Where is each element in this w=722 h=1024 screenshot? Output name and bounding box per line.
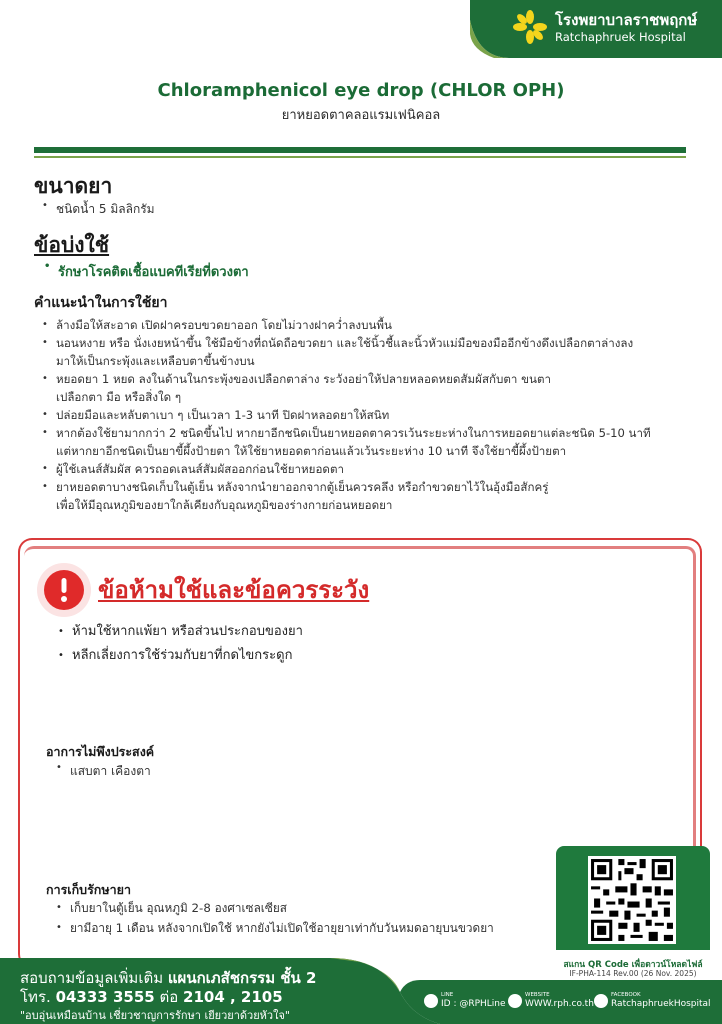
facebook-icon [594, 994, 608, 1008]
extension-numbers: 2104 , 2105 [183, 988, 283, 1006]
website-link[interactable] [508, 992, 594, 1014]
list-item [42, 316, 651, 334]
list-item: • ห้ามใช้หากแพ้ยา หรือส่วนประกอบของยา [58, 620, 303, 644]
instruction-line: แต่หากยาอีกชนิดเป็นยาขี้ผึ้งป้ายตา ให้ใช้ยาหยอดตาก่อนแล้วเว้นระยะห่าง 10 นาที จึงใช้ยาขี้ผึ้งป้ายตา [56, 444, 567, 458]
instruction-line: หยอดยา 1 หยด ลงในด้านในกระพุ้งของเปลือกตาล่าง ระวังอย่าให้ปลายหลอดหยดสัมผัสกับตา ขนตา [56, 372, 552, 386]
list-item: • ยามีอายุ 1 เดือน หลังจากเปิดใช้ หากยังไม่เปิดใช้อายุยาเท่ากับวันหมดอายุบนขวดยา [56, 918, 494, 938]
hospital-logo-icon [512, 9, 548, 45]
list-item [42, 478, 651, 514]
list-item: • ชนิดน้ำ 5 มิลลิกรัม [42, 200, 155, 219]
instruction-line: เปลือกตา มือ หรือสิ่งใด ๆ [56, 390, 182, 404]
instruction-line: ยาหยอดตาบางชนิดเก็บในตู้เย็น หลังจากนำยาออกจากตู้เย็นควรคลึง หรือกำขวดยาไว้ในอุ้งมือสักครู่ [56, 480, 549, 494]
warnings-list [58, 620, 303, 668]
contact-prefix: สอบถามข้อมูลเพิ่มเติม [20, 969, 164, 987]
hospital-name-th: โรงพยาบาลราชพฤกษ์ [555, 11, 698, 29]
facebook-link[interactable] [594, 992, 714, 1014]
list-item: • หลีกเลี่ยงการใช้ร่วมกับยาที่กดไขกระดูก [58, 644, 303, 668]
website-caption: WEBSITE [525, 992, 550, 998]
side-effects-heading: อาการไม่พึงประสงค์ [46, 744, 155, 759]
instruction-line: เพื่อให้มีอุณหภูมิของยาใกล้เคียงกับอุณหภูมิของร่างกายก่อนหยอดยา [56, 498, 393, 512]
instruction-line: หากต้องใช้ยามากกว่า 2 ชนิดขึ้นไป หากยาอีกชนิดเป็นยาหยอดตาควรเว้นระยะห่างในการหยอดยาแต่ละชนิด 5-10 นาที [56, 426, 651, 440]
instruction-line: ล้างมือให้สะอาด เปิดฝาครอบขวดยาออก โดยไม่วางฝาคว่ำลงบนพื้น [56, 318, 392, 332]
indication-heading: ข้อบ่งใช้ [34, 233, 110, 257]
line-id: ID : @RPHLine [441, 999, 506, 1009]
line-icon [424, 994, 438, 1008]
instructions-list [42, 316, 651, 514]
facebook-caption: FACEBOOK [611, 992, 641, 998]
instruction-line: นอนหงาย หรือ นั่งเงยหน้าขึ้น ใช้มือข้างที่ถนัดถือขวดยา และใช้นิ้วชี้และนิ้วหัวแม่มือของมืออีกข้างดึงเปลือกตาล่างลง [56, 336, 634, 350]
qr-code-icon[interactable] [588, 856, 676, 944]
line-contact[interactable] [424, 992, 508, 1014]
instruction-line: ปล่อยมือและหลับตาเบา ๆ เป็นเวลา 1-3 นาที ปิดฝาหลอดยาให้สนิท [56, 408, 390, 422]
list-item: • เก็บยาในตู้เย็น อุณหภูมิ 2-8 องศาเซลเซียส [56, 898, 494, 918]
instructions-heading: คำแนะนำในการใช้ยา [34, 295, 168, 311]
list-item [42, 334, 651, 370]
storage-heading: การเก็บรักษายา [46, 882, 131, 897]
instruction-line: ผู้ใช้เลนส์สัมผัส ควรถอดเลนส์สัมผัสออกก่อนใช้ยาหยอดตา [56, 462, 344, 476]
title-divider-thin [34, 156, 686, 158]
list-item [42, 460, 651, 478]
facebook-page: RatchaphruekHospital [611, 999, 711, 1009]
form-code: IF-PHA-114 Rev.00 (26 Nov. 2025) [569, 969, 697, 978]
storage-list [56, 898, 494, 938]
phone-prefix: โทร. [20, 988, 51, 1006]
list-item: • รักษาโรคติดเชื้อแบคทีเรียที่ดวงตา [44, 261, 249, 282]
drug-title: Chloramphenicol eye drop (CHLOR OPH) [157, 80, 565, 101]
side-effects-list [56, 762, 151, 781]
phone-number[interactable]: 04333 3555 [55, 988, 155, 1006]
website-url: WWW.rph.co.th [525, 999, 594, 1009]
warnings-heading: ข้อห้ามใช้และข้อควรระวัง [98, 576, 370, 604]
contact-department: แผนกเภสัชกรรม ชั้น 2 [167, 969, 317, 987]
dosage-heading: ขนาดยา [34, 174, 113, 198]
footer-slogan: "อบอุ่นเหมือนบ้าน เชี่ยวชาญการรักษา เยียวยาด้วยหัวใจ" [20, 1009, 290, 1022]
list-item [42, 406, 651, 424]
list-item [42, 370, 651, 406]
qr-caption: สแกน QR Code เพื่อดาวน์โหลดไฟล์ [563, 960, 703, 970]
drug-subtitle: ยาหยอดตาคลอแรมเฟนิคอล [281, 108, 441, 123]
title-divider [34, 147, 686, 153]
hospital-name-en: Ratchaphruek Hospital [555, 30, 686, 44]
indication-list [44, 261, 249, 282]
instruction-line: มาให้เป็นกระพุ้งและเหลือบตาขึ้นข้างบน [56, 354, 255, 368]
dosage-list [42, 200, 155, 219]
list-item [42, 424, 651, 460]
line-caption: LINE [441, 992, 454, 998]
extension-prefix: ต่อ [159, 988, 179, 1006]
exclamation-icon [36, 562, 92, 618]
globe-icon [508, 994, 522, 1008]
list-item: • แสบตา เคืองตา [56, 762, 151, 781]
